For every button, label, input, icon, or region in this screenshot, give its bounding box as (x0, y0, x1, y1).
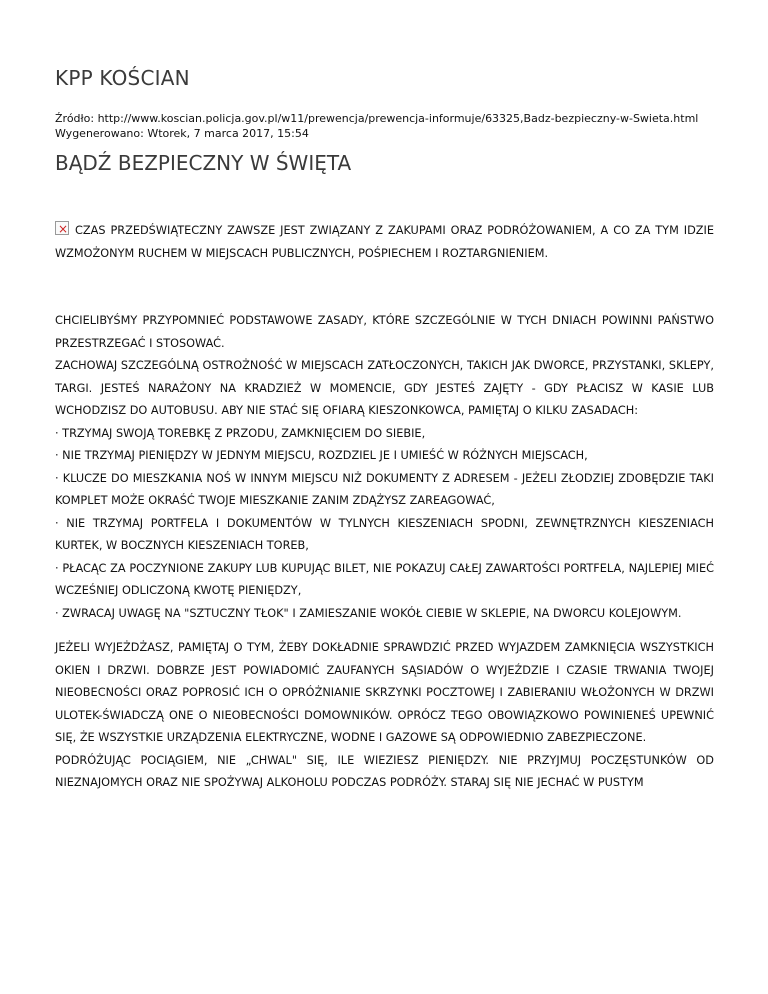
tip-item: · PŁACĄC ZA POCZYNIONE ZAKUPY LUB KUPUJĄC BILET, NIE POKAZUJ CAŁEJ ZAWARTOŚCI PORTFELA, NAJLEPIEJ MIEĆ WCZEŚNIEJ ODLICZONĄ KWOTĘ PIENIĘDZY, (55, 561, 714, 597)
generated-line: Wygenerowano: Wtorek, 7 marca 2017, 15:54 (55, 127, 309, 140)
tip-item: · KLUCZE DO MIESZKANIA NOŚ W INNYM MIEJSCU NIŻ DOKUMENTY Z ADRESEM - JEŻELI ZŁODZIEJ ZDOBĘDZIE TAKI KOMPLET MOŻE OKRAŚĆ TWOJE MIESZKANIE ZANIM ZDĄŻYSZ ZAREAGOWAĆ, (55, 471, 714, 507)
source-line: Źródło: http://www.koscian.policja.gov.pl/w11/prewencja/prewencja-informuje/63325,Badz-bezpieczny-w-Swieta.html (55, 112, 699, 125)
lead-paragraph (55, 220, 714, 265)
leaving-home-paragraph: JEŻELI WYJEŻDŻASZ, PAMIĘTAJ O TYM, ŻEBY DOKŁADNIE SPRAWDZIĆ PRZED WYJAZDEM ZAMKNIĘCIA WSZYSTKICH OKIEN I DRZWI. DOBRZE JEST POWIADOMIĆ ZAUFANYCH SĄSIADÓW O WYJEŹDZIE I CZASIE TRWANIA TWOJEJ NIEOBECNOŚCI ORAZ POPROSIĆ ICH O OPRÓŻNIANIE SKRZYNKI POCZTOWEJ I ZABIERANIU WŁOŻONYCH W DRZWI ULOTEK-ŚWIADCZĄ ONE O NIEOBECNOŚCI DOMOWNIKÓW. OPRÓCZ TEGO OBOWIĄZKOWO POWINIENEŚ UPEWNIĆ SIĘ, ŻE WSZYSTKIE URZĄDZENIA ELEKTRYCZNE, WODNE I GAZOWE SĄ ODPOWIEDNIO ZABEZPIECZONE. (55, 641, 714, 744)
tip-item: · ZWRACAJ UWAGĘ NA "SZTUCZNY TŁOK" I ZAMIESZANIE WOKÓŁ CIEBIE W SKLEPIE, NA DWORCU KOLEJOWYM. (55, 606, 682, 620)
tip-item: · TRZYMAJ SWOJĄ TOREBKĘ Z PRZODU, ZAMKNIĘCIEM DO SIEBIE, (55, 426, 426, 440)
site-title: KPP KOŚCIAN (55, 66, 190, 90)
tip-item: · NIE TRZYMAJ PIENIĘDZY W JEDNYM MIEJSCU, ROZDZIEL JE I UMIEŚĆ W RÓŻNYCH MIEJSCACH, (55, 449, 588, 462)
intro-paragraph: CHCIELIBYŚMY PRZYPOMNIEĆ PODSTAWOWE ZASADY, KTÓRE SZCZEGÓLNIE W TYCH DNIACH POWINNI PAŃSTWO PRZESTRZEGAĆ I STOSOWAĆ. (55, 314, 714, 350)
article-body (55, 220, 714, 795)
document-meta (55, 111, 698, 141)
broken-image-icon (55, 221, 69, 235)
article-title: BĄDŹ BEZPIECZNY W ŚWIĘTA (55, 151, 352, 175)
train-travel-paragraph: PODRÓŻUJĄC POCIĄGIEM, NIE „CHWAL" SIĘ, ILE WIEZIESZ PIENIĘDZY. NIE PRZYJMUJ POCZĘSTUNKÓW OD NIEZNAJOMYCH ORAZ NIE SPOŻYWAJ ALKOHOLU PODCZAS PODRÓŻY. STARAJ SIĘ NIE JECHAĆ W PUSTYM (55, 753, 714, 789)
tip-item: · NIE TRZYMAJ PORTFELA I DOKUMENTÓW W TYLNYCH KIESZENIACH SPODNI, ZEWNĘTRZNYCH KIESZENIACH KURTEK, W BOCZNYCH KIESZENIACH TOREB, (55, 516, 714, 552)
crowded-places-paragraph: ZACHOWAJ SZCZEGÓLNĄ OSTROŻNOŚĆ W MIEJSCACH ZATŁOCZONYCH, TAKICH JAK DWORCE, PRZYSTANKI, SKLEPY, TARGI. JESTEŚ NARAŻONY NA KRADZIEŻ W MOMENCIE, GDY JESTEŚ ZAJĘTY - GDY PŁACISZ W KASIE LUB WCHODZISZ DO AUTOBUSU. ABY NIE STAĆ SIĘ OFIARĄ KIESZONKOWCA, PAMIĘTAJ O KILKU ZASADACH: (55, 359, 714, 417)
lead-text: CZAS PRZEDŚWIĄTECZNY ZAWSZE JEST ZWIĄZANY Z ZAKUPAMI ORAZ PODRÓŻOWANIEM, A CO ZA TYM IDZIE WZMOŻONYM RUCHEM W MIEJSCACH PUBLICZNYCH, POŚPIECHEM I ROZTARGNIENIEM. (55, 224, 714, 260)
